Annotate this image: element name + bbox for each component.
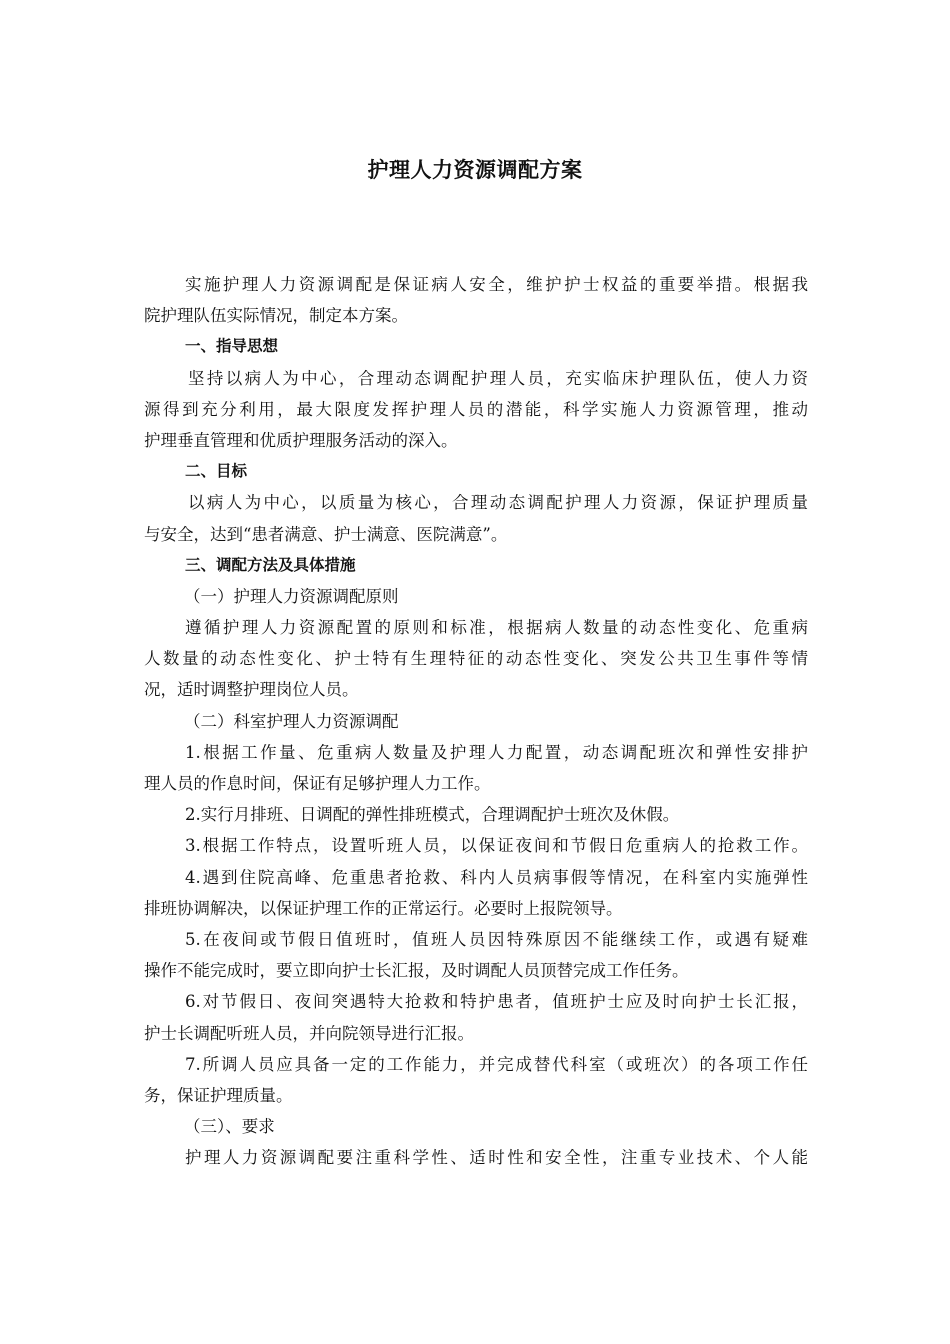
subsection-heading: （三）、要求 <box>184 1117 275 1137</box>
list-item-line: 7.所调人员应具备一定的工作能力，并完成替代科室（或班次）的各项工作任 <box>185 1054 808 1074</box>
paragraph-line: 护理垂直管理和优质护理服务活动的深入。 <box>144 430 458 450</box>
paragraph-line: 实施护理人力资源调配是保证病人安全，维护护士权益的重要举措。根据我 <box>185 275 808 294</box>
paragraph-line: 院护理队伍实际情况，制定本方案。 <box>144 306 408 326</box>
subsection-heading: （一）护理人力资源调配原则 <box>184 586 399 606</box>
list-item-line: 操作不能完成时，要立即向护士长汇报，及时调配人员顶替完成工作任务。 <box>144 961 689 981</box>
section-heading: 一、指导思想 <box>185 337 279 356</box>
document-body <box>144 269 808 1173</box>
list-item-line: 理人员的作息时间，保证有足够护理人力工作。 <box>144 774 491 793</box>
paragraph-line: 坚持以病人为中心，合理动态调配护理人员，充实临床护理队伍，使人力资 <box>188 368 808 388</box>
list-item-line: 护士长调配听班人员，并向院领导进行汇报。 <box>144 1023 474 1043</box>
paragraph-line: 源得到充分利用，最大限度发挥护理人员的潜能，科学实施人力资源管理，推动 <box>144 399 808 419</box>
list-item-line: 排班协调解决，以保证护理工作的正常运行。必要时上报院领导。 <box>144 898 623 918</box>
paragraph-line: 与安全，达到“患者满意、护士满意、医院满意”。 <box>144 524 508 544</box>
list-item-line: 1.根据工作量、危重病人数量及护理人力配置，动态调配班次和弹性安排护 <box>185 742 808 762</box>
subsection-heading: （二）科室护理人力资源调配 <box>184 711 399 731</box>
list-item-line: 4.遇到住院高峰、危重患者抢救、科内人员病事假等情况，在科室内实施弹性 <box>185 867 808 887</box>
document-title: 护理人力资源调配方案 <box>367 158 583 182</box>
list-item-line: 5.在夜间或节假日值班时，值班人员因特殊原因不能继续工作，或遇有疑难 <box>185 929 808 949</box>
section-heading: 三、调配方法及具体措施 <box>185 555 356 574</box>
paragraph-line: 况，适时调整护理岗位人员。 <box>144 680 359 700</box>
section-heading: 二、目标 <box>185 462 248 481</box>
paragraph-line: 遵循护理人力资源配置的原则和标准，根据病人数量的动态性变化、危重病 <box>185 618 808 638</box>
paragraph-line: 人数量的动态性变化、护士特有生理特征的动态性变化、突发公共卫生事件等情 <box>144 649 808 669</box>
list-item-line: 3.根据工作特点，设置听班人员，以保证夜间和节假日危重病人的抢救工作。 <box>185 836 808 856</box>
list-item-line: 务，保证护理质量。 <box>144 1085 293 1105</box>
list-item-line: 6.对节假日、夜间突遇特大抢救和特护患者，值班护士应及时向护士长汇报， <box>185 992 808 1012</box>
paragraph-line: 以病人为中心，以质量为核心，合理动态调配护理人力资源，保证护理质量 <box>188 493 808 513</box>
paragraph-line: 护理人力资源调配要注重科学性、适时性和安全性，注重专业技术、个人能 <box>185 1148 808 1168</box>
list-item-line: 2.实行月排班、日调配的弹性排班模式，合理调配护士班次及休假。 <box>185 805 680 825</box>
